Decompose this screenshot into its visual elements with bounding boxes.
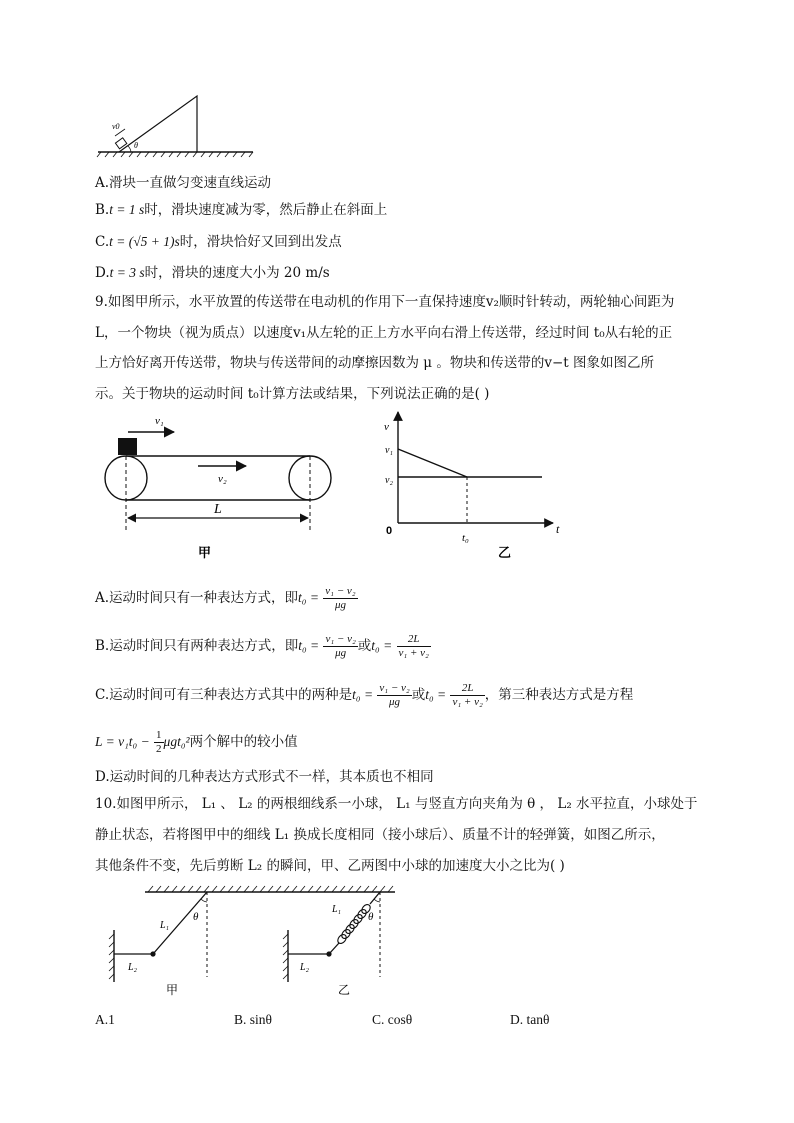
fraction: [377, 682, 411, 709]
q9-option-c-line-2: [95, 728, 298, 756]
t0-symbol: t₀ =: [425, 687, 447, 702]
v2-label: v₂: [218, 473, 227, 485]
spring-top-wire: [370, 892, 380, 904]
fraction-denominator: μg: [335, 647, 347, 659]
t0-symbol: t₀ =: [352, 687, 374, 702]
theta-label-jia: θ: [193, 911, 199, 923]
origin-label: 0: [386, 525, 393, 537]
v0-label: v0: [112, 122, 120, 131]
theta-arc: [128, 146, 131, 152]
q8-incline-figure: [95, 92, 260, 158]
fraction: [323, 633, 357, 660]
option-text: B.运动时间只有两种表达方式，即: [95, 638, 299, 654]
q10-option-a: A.1: [95, 1012, 115, 1027]
wall-jia-hatch: [109, 934, 114, 979]
spring-coil: [336, 903, 372, 945]
fraction-numerator: 1: [156, 729, 162, 741]
q8-option-c: [95, 233, 342, 251]
q8-option-b: [95, 201, 387, 219]
t-axis-label: t: [556, 522, 560, 536]
fraction-denominator: μg: [334, 599, 346, 611]
block-icon: [118, 438, 137, 455]
math-expr: t = 3 s: [109, 265, 145, 280]
ground-hatch: [97, 152, 253, 157]
q9-option-a: [95, 584, 358, 612]
L2-label-yi: L₂: [300, 962, 310, 973]
L1-label-jia: L₁: [160, 920, 170, 931]
q9-stem-line-3: 上方恰好离开传送带，物块与传送带间的动摩擦因数为 μ 。物块和传送带的v−t 图象如图乙所: [95, 355, 655, 371]
theta-arc-yi: [374, 899, 380, 902]
q9-stem-line-1: 9.如图甲所示，水平放置的传送带在电动机的作用下一直保持速度v₂顺时针转动，两轮轴心间距为: [95, 294, 675, 310]
equation-rhs: μgt₀²: [163, 734, 190, 749]
q9-stem-line-2: L，一个物块（视为质点）以速度v₁从左轮的正上方水平向右滑上传送带，经过时间 t₀从右轮的正: [95, 325, 673, 341]
ball-yi: [326, 951, 331, 956]
q10-stem-line-1: 10.如图甲所示， L₁ 、 L₂ 的两根细线系一小球， L₁ 与竖直方向夹角为 θ ， L₂ 水平拉直，小球处于: [95, 796, 698, 812]
q10-stem-line-2: 静止状态，若将图甲中的细线 L₁ 换成长度相同（接小球后）、质量不计的轻弹簧，如图乙所示，: [95, 827, 665, 843]
q10-option-c: C. cosθ: [372, 1012, 413, 1027]
q9-vt-graph: [375, 408, 565, 573]
caption-yi: 乙: [338, 983, 351, 997]
q8-option-a: A.滑块一直做匀变速直线运动: [95, 175, 272, 191]
q9-option-b: [95, 632, 431, 660]
option-text: ，第三种表达方式是方程: [484, 687, 634, 703]
q10-stem-line-3: 其他条件不变，先后剪断 L₂ 的瞬间，甲、乙两图中小球的加速度大小之比为( ): [95, 858, 565, 874]
option-letter: C.: [95, 234, 110, 250]
option-letter: B.: [95, 202, 110, 218]
t0-symbol: t₀ =: [298, 590, 319, 605]
fraction-denominator: μg: [389, 696, 401, 708]
or-word: 或: [357, 638, 372, 654]
option-text: 时，滑块的速度大小为 20 m/s: [144, 265, 330, 281]
L1-label-yi: L₁: [332, 904, 342, 915]
L-label: L: [214, 502, 222, 517]
fraction: [323, 585, 357, 612]
fraction: [397, 633, 431, 660]
theta-label-yi: θ: [368, 911, 374, 923]
q10-strings-figure: [100, 882, 400, 1000]
caption-jia: 甲: [198, 546, 212, 561]
option-text: 时，滑块恰好又回到出发点: [179, 234, 342, 250]
fraction: [450, 682, 484, 709]
wall-yi-hatch: [283, 934, 288, 979]
fraction-numerator: 2L: [397, 633, 431, 647]
option-text: A.运动时间只有一种表达方式，即: [95, 590, 299, 606]
fraction-denominator: 2: [156, 743, 162, 755]
L2-label-jia: L₂: [128, 962, 138, 973]
v-axis-label: v: [384, 421, 389, 433]
fraction-denominator: v₁ + v₂: [398, 647, 429, 659]
option-text: 时，滑块速度减为零，然后静止在斜面上: [144, 202, 388, 218]
theta-label: θ: [134, 141, 138, 150]
t0-symbol: t₀ =: [371, 638, 393, 653]
q9-option-c: [95, 681, 633, 709]
q10-option-d: D. tanθ: [510, 1012, 550, 1027]
q9-option-d: D.运动时间的几种表达方式形式不一样，其本质也不相同: [95, 769, 434, 785]
caption-yi: 乙: [498, 546, 512, 561]
option-text: 两个解中的较小值: [189, 734, 298, 750]
fraction-numerator: v₁ − v₂: [379, 682, 410, 694]
or-word: 或: [411, 687, 426, 703]
fraction-numerator: v₁ − v₂: [325, 633, 356, 645]
t0-tick-label: t₀: [462, 532, 469, 544]
half-fraction: [154, 729, 164, 756]
fraction-numerator: 2L: [450, 682, 484, 696]
math-expr: t = (√5 + 1)s: [109, 234, 180, 249]
theta-arc-jia: [201, 899, 207, 902]
incline-triangle: [119, 96, 197, 152]
q9-conveyor-figure: [100, 408, 340, 573]
equation-lhs: L = v₁t₀ −: [95, 734, 150, 749]
caption-jia: 甲: [166, 983, 179, 997]
math-expr: t = 1 s: [109, 202, 145, 217]
fraction-denominator: v₁ + v₂: [452, 696, 483, 708]
ball-jia: [150, 951, 155, 956]
t0-symbol: t₀ =: [298, 638, 320, 653]
option-letter: D.: [95, 265, 110, 281]
v1-label: v₁: [155, 415, 164, 427]
fraction-numerator: v₁ − v₂: [325, 585, 356, 597]
block-velocity-line: [398, 449, 467, 477]
v1-tick-label: v₁: [385, 445, 393, 456]
option-text: C.运动时间可有三种表达方式其中的两种是: [95, 687, 353, 703]
v2-tick-label: v₂: [385, 475, 393, 486]
ceiling-hatch: [148, 886, 393, 892]
q8-option-d: [95, 264, 330, 282]
q10-option-b: B. sinθ: [234, 1012, 272, 1027]
q9-stem-line-4: 示。关于物块的运动时间 t₀计算方法或结果，下列说法正确的是( ): [95, 386, 490, 402]
